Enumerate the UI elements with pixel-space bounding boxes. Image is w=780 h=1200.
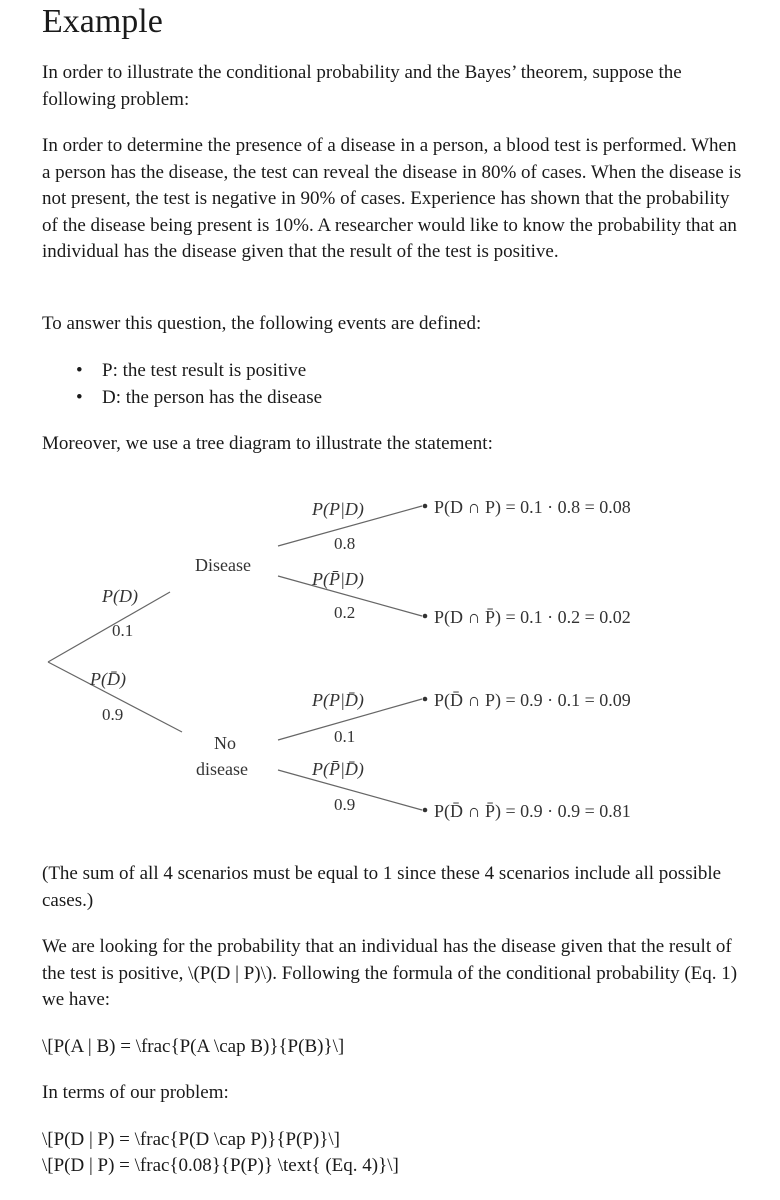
label-notp-given-notd: P(P̄|D̄)	[312, 759, 364, 779]
prob-p-not-d: 0.9	[102, 705, 124, 724]
formula-conditional: \[P(A | B) = \frac{P(A \cap B)}{P(B)}\]	[42, 1036, 345, 1057]
node-no-disease-line1: No	[214, 733, 236, 753]
formula-eq4: \[P(D | P) = \frac{0.08}{P(P)} \text{ (Eq. 4)}\]	[42, 1155, 399, 1176]
looking-for-paragraph: We are looking for the probability that an individual has the disease given that the result of the test is positive, \(P(D | P)\). Following the formula of the conditional probability (Eq. 1) we have:	[42, 936, 738, 1010]
prob-notp-given-notd: 0.9	[334, 795, 356, 814]
probability-tree-diagram	[0, 470, 780, 830]
prob-p-given-d: 0.8	[334, 534, 356, 553]
label-p-d: P(D)	[102, 586, 138, 606]
node-disease: Disease	[195, 555, 251, 575]
formula-problem: \[P(D | P) = \frac{P(D \cap P)}{P(P)}\]	[42, 1129, 340, 1150]
outcome-dot-2	[423, 614, 428, 619]
label-p-given-notd: P(P|D̄)	[312, 690, 364, 710]
prob-p-d: 0.1	[112, 621, 134, 640]
outcome-notd-and-notp: P(D̄ ∩ P̄) = 0.9 · 0.9 = 0.81	[434, 801, 631, 821]
outcome-d-and-p: P(D ∩ P) = 0.1 · 0.8 = 0.08	[434, 497, 631, 517]
node-no-disease-line2: disease	[196, 759, 248, 779]
outcome-d-and-notp: P(D ∩ P̄) = 0.1 · 0.2 = 0.02	[434, 607, 631, 627]
events-intro: To answer this question, the following events are defined:	[42, 313, 482, 334]
label-p-not-d: P(D̄)	[90, 669, 126, 689]
label-p-given-d: P(P|D)	[312, 499, 364, 519]
outcome-notd-and-p: P(D̄ ∩ P) = 0.9 · 0.1 = 0.09	[434, 690, 631, 710]
event-item-d: • D: the person has the disease	[42, 384, 322, 411]
intro-paragraph: In order to illustrate the conditional probability and the Bayes’ theorem, suppose the following problem:	[42, 62, 682, 110]
prob-notp-given-d: 0.2	[334, 603, 356, 622]
label-notp-given-d: P(P̄|D)	[312, 569, 364, 589]
tree-intro: Moreover, we use a tree diagram to illustrate the statement:	[42, 433, 493, 454]
outcome-dot-3	[423, 697, 428, 702]
sum-note: (The sum of all 4 scenarios must be equal to 1 since these 4 scenarios include all possible cases.)	[42, 863, 722, 911]
problem-paragraph: In order to determine the presence of a disease in a person, a blood test is performed. When a person has the disease, the test can reveal the disease in 80% of cases. When the disease is not present, the test is negative in 90% of cases. Experience has shown that the probability of the disease being present is 10%. A researcher would like to know the probability that an individual has the disease given that the result of the test is positive.	[42, 135, 742, 262]
in-terms-text: In terms of our problem:	[42, 1082, 229, 1103]
page-heading: Example	[42, 3, 163, 40]
outcome-dot-4	[423, 808, 428, 813]
event-item-p: • P: the test result is positive	[42, 357, 322, 384]
outcome-dot-1	[423, 504, 428, 509]
prob-p-given-notd: 0.1	[334, 727, 356, 746]
events-list	[42, 357, 322, 411]
